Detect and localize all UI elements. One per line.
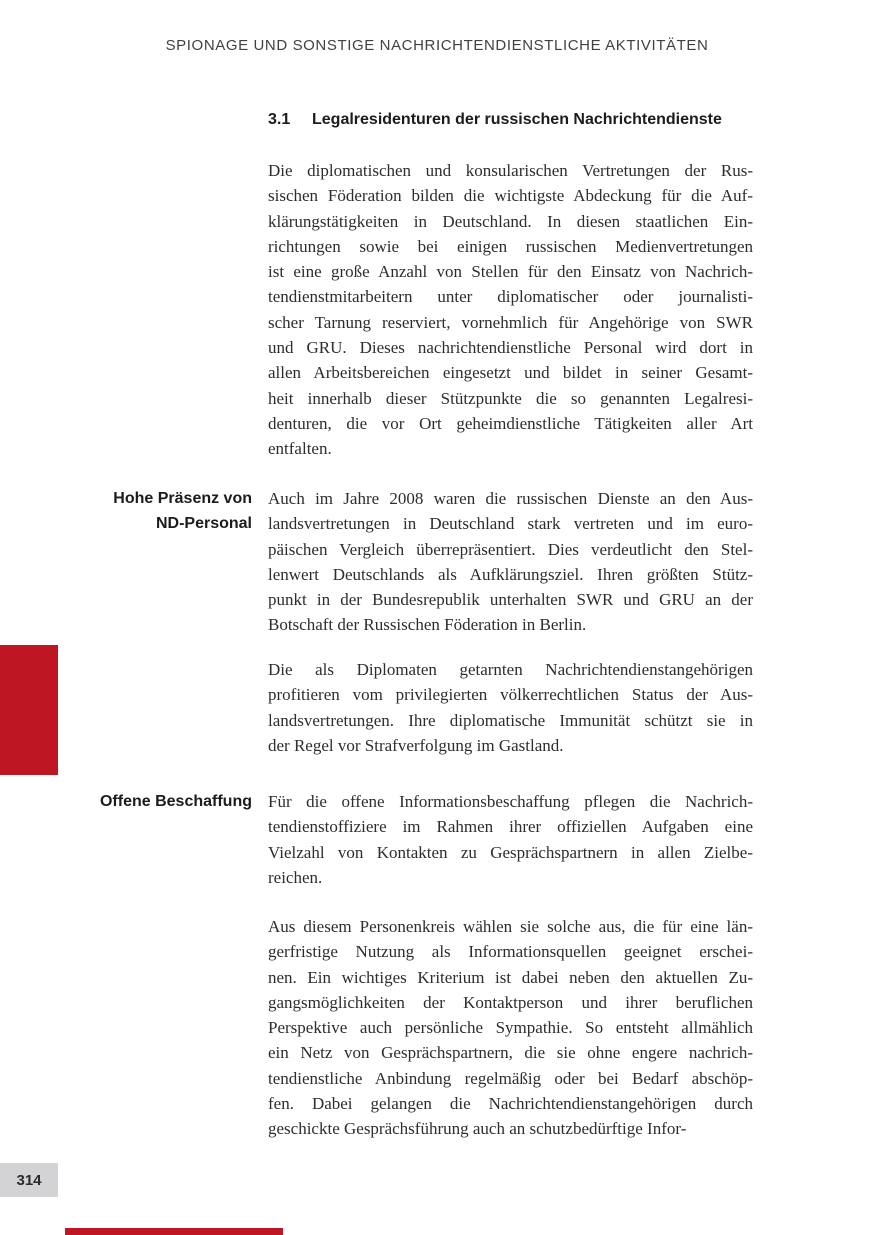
body-paragraph-4: Für die offene Informationsbeschaffung pflegen die Nachrich- tendienstoffiziere im Rahmen ihrer offiziellen Aufgaben eine Vielzahl von Kontakten zu Gesprächspartnern in allen Zielbe- reichen. [268, 792, 753, 887]
margin-note-offene-beschaffung: Offene Beschaffung [99, 793, 252, 810]
page-number: 314 [16, 1171, 42, 1189]
body-paragraph-3: Die als Diplomaten getarnten Nachrichtendienstangehörigen profitieren vom privilegierten völkerrechtlichen Status der Aus- landsvertretungen. Ihre diplomatische Immunität schützt sie in der Regel vor Strafverfolgung im Gastland. [268, 660, 753, 755]
section-number: 3.1 [268, 111, 291, 128]
running-header: SPIONAGE UND SONSTIGE NACHRICHTENDIENSTLICHE AKTIVITÄTEN [165, 37, 709, 54]
footer-accent-bar [65, 1228, 283, 1235]
body-paragraph-2: Auch im Jahre 2008 waren die russischen Dienste an den Aus- landsvertretungen in Deutschland stark vertreten und im euro- päischen Vergleich überrepräsentiert. Dies verdeutlicht den Stel- lenwert Deutschlands als Aufklärungsziel. Ihren größten Stütz- punkt in der Bundesrepublik unterhalten SWR und GRU an der Botschaft der Russischen Föderation in Berlin. [268, 489, 753, 635]
chapter-thumb-index-marker [0, 645, 58, 775]
section-title: Legalresidenturen der russischen Nachrichtendienste [312, 111, 722, 128]
page-number-box [0, 1163, 58, 1197]
body-paragraph-5: Aus diesem Personenkreis wählen sie solche aus, die für eine län- gerfristige Nutzung als Informationsquellen geeignet erschei- nen. Ein wichtiges Kriterium ist dabei neben den aktuellen Zu- gangsmöglichkeiten der Kontaktperson und ihrer beruflichen Perspektive auch persönliche Sympathie. So entsteht allmählich ein Netz von Gesprächspartnern, die sie ohne engere nachrich- tendienstliche Anbindung regelmäßig oder bei Bedarf abschöp- fen. Dabei gelangen die Nachrichtendienstangehörigen durch geschickte Gesprächsführung auch an schutzbedürftige Infor- [268, 917, 753, 1139]
margin-note-hohe-praesenz: Hohe Präsenz von ND-Personal [113, 490, 252, 533]
section-heading [268, 111, 768, 129]
body-paragraph-1: Die diplomatischen und konsularischen Vertretungen der Rus- sischen Föderation bilden die wichtigste Abdeckung für die Auf- klärungstätigkeiten in Deutschland. In diesen staatlichen Ein- richtungen sowie bei einigen russischen Medienvertretungen ist eine große Anzahl von Stellen für den Einsatz von Nachrich- tendienstmitarbeitern unter diplomatischer oder journalisti- scher Tarnung reserviert, vornehmlich für Angehörige von SWR und GRU. Dieses nachrichtendienstliche Personal wird dort in allen Arbeitsbereichen eingesetzt und bildet in seiner Gesamt- heit innerhalb dieser Stützpunkte die so genannten Legalresi- denturen, die vor Ort geheimdienstliche Tätigkeiten aller Art entfalten. [268, 161, 753, 459]
